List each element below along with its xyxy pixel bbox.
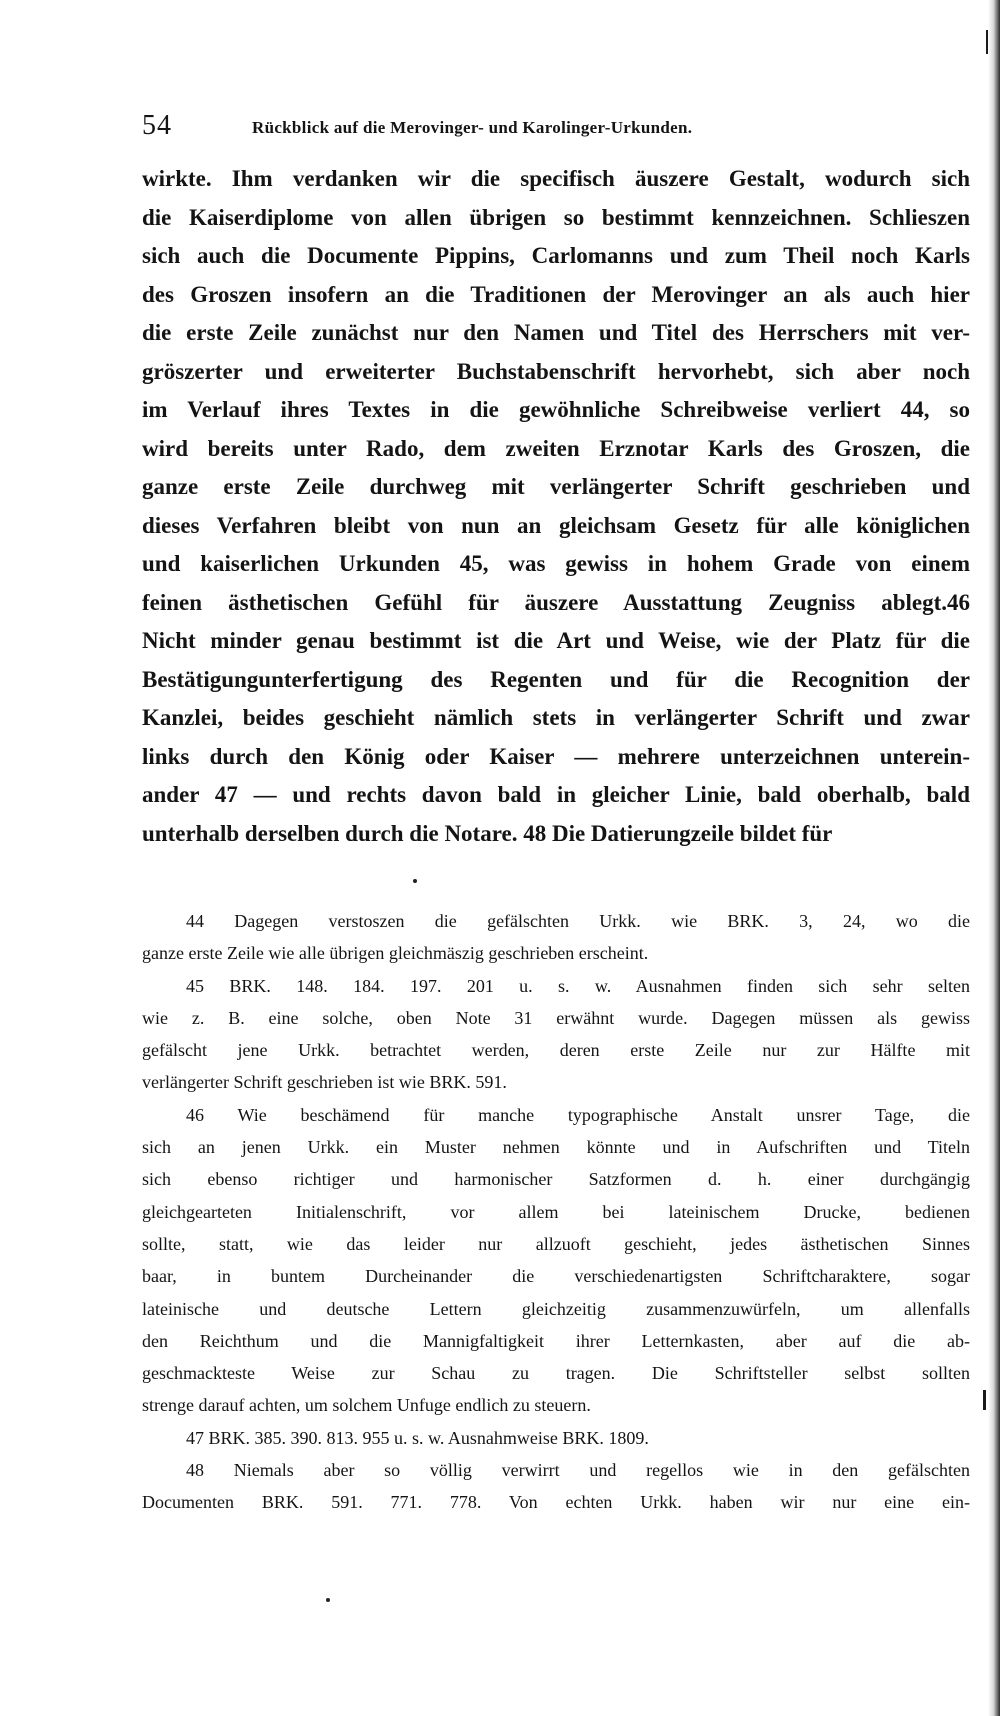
text-line: ganze erste Zeile durchweg mit verlängerter Schrift geschrieben und	[142, 474, 970, 499]
footnote-45	[142, 970, 970, 1099]
page-edge-shadow	[988, 0, 1000, 1716]
footnote-line: strenge darauf achten, um solchem Unfuge endlich zu steuern.	[142, 1395, 591, 1416]
footnote-line: gleichgearteten Initialenschrift, vor allem bei lateinischem Drucke, bedienen	[142, 1201, 970, 1222]
text-line: Bestätigungunterfertigung des Regenten und für die Recognition der	[142, 666, 970, 692]
footnote-line: gefälscht jene Urkk. betrachtet werden, deren erste Zeile nur zur Hälfte mit	[142, 1040, 970, 1061]
text-line: links durch den König oder Kaiser — mehrere unterzeichnen unterein-	[142, 743, 970, 769]
text-line: sich auch die Documente Pippins, Carlomanns und zum Theil noch Karls	[142, 243, 970, 268]
text-line: gröszerter und erweiterter Buchstabenschrift hervorhebt, sich aber noch	[142, 358, 970, 384]
footnote-line: Documenten BRK. 591. 771. 778. Von echten Urkk. haben wir nur eine ein-	[142, 1492, 970, 1513]
footnote-line: sollte, statt, wie das leider nur allzuoft geschieht, jedes ästhetischen Sinnes	[142, 1233, 970, 1254]
footnote-line: ganze erste Zeile wie alle übrigen gleichmäszig geschrieben erscheint.	[142, 943, 649, 964]
text-line: und kaiserlichen Urkunden 45, was gewiss in hohem Grade von einem	[142, 551, 970, 576]
footnotes	[142, 905, 970, 1519]
text-line: feinen ästhetischen Gefühl für äuszere Ausstattung Zeugniss ablegt.46	[142, 589, 970, 615]
footnote-line: geschmackteste Weise zur Schau zu tragen. Die Schriftsteller selbst sollten	[142, 1363, 970, 1384]
footnote-line: lateinische und deutsche Lettern gleichzeitig zusammenzuwürfeln, um allenfalls	[142, 1298, 970, 1319]
footnote-line: 45 BRK. 148. 184. 197. 201 u. s. w. Ausnahmen finden sich sehr selten	[186, 975, 970, 996]
footnote-line: den Reichthum und die Mannigfaltigkeit ihrer Letternkasten, aber auf die ab-	[142, 1330, 970, 1351]
text-line: im Verlauf ihres Textes in die gewöhnliche Schreibweise verliert 44, so	[142, 397, 970, 422]
footnote-line: 47 BRK. 385. 390. 813. 955 u. s. w. Ausnahmweise BRK. 1809.	[186, 1427, 649, 1448]
footnote-line: sich ebenso richtiger und harmonischer Satzformen d. h. einer durchgängig	[142, 1169, 970, 1190]
footnote-47	[142, 1422, 970, 1454]
running-title: Rückblick auf die Merovinger- und Karolinger-Urkunden.	[252, 118, 693, 137]
footnote-line: 46 Wie beschämend für manche typographische Anstalt unsrer Tage, die	[186, 1104, 970, 1125]
text-line: wirkte. Ihm verdanken wir die specifisch äuszere Gestalt, wodurch sich	[142, 166, 970, 191]
text-line: Nicht minder genau bestimmt ist die Art und Weise, wie der Platz für die	[142, 628, 970, 653]
text-line: ander 47 — und rechts davon bald in gleicher Linie, bald oberhalb, bald	[142, 782, 970, 807]
scan-speck	[413, 879, 417, 883]
footnote-line: baar, in buntem Durcheinander die verschiedenartigsten Schriftcharaktere, sogar	[142, 1266, 970, 1287]
footnote-line: sich an jenen Urkk. ein Muster nehmen könnte und in Aufschriften und Titeln	[142, 1137, 970, 1158]
text-line: dieses Verfahren bleibt von nun an gleichsam Gesetz für alle königlichen	[142, 512, 970, 538]
scan-mark	[983, 1390, 986, 1410]
text-line: die Kaiserdiplome von allen übrigen so bestimmt kennzeichnen. Schlieszen	[142, 204, 970, 230]
page-header	[142, 110, 902, 150]
footnote-46	[142, 1099, 970, 1422]
scan-speck	[326, 1598, 330, 1602]
footnote-line: 44 Dagegen verstoszen die gefälschten Urkk. wie BRK. 3, 24, wo die	[186, 911, 970, 931]
footnote-48	[142, 1454, 970, 1519]
text-line: die erste Zeile zunächst nur den Namen und Titel des Herrschers mit ver-	[142, 320, 970, 345]
footnote-line: 48 Niemals aber so völlig verwirrt und regellos wie in den gefälschten	[186, 1460, 970, 1481]
main-text	[142, 160, 970, 853]
text-line: wird bereits unter Rado, dem zweiten Erznotar Karls des Groszen, die	[142, 435, 970, 461]
footnote-line: wie z. B. eine solche, oben Note 31 erwähnt wurde. Dagegen müssen als gewiss	[142, 1007, 970, 1028]
text-line: unterhalb derselben durch die Notare. 48 Die Datierungzeile bildet für	[142, 820, 833, 846]
page-number: 54	[142, 110, 172, 141]
scan-mark	[986, 30, 988, 54]
footnote-44	[142, 905, 970, 970]
text-line: des Groszen insofern an die Traditionen der Merovinger an als auch hier	[142, 281, 970, 307]
text-line: Kanzlei, beides geschieht nämlich stets in verlängerter Schrift und zwar	[142, 705, 970, 730]
footnote-line: verlängerter Schrift geschrieben ist wie BRK. 591.	[142, 1072, 507, 1093]
